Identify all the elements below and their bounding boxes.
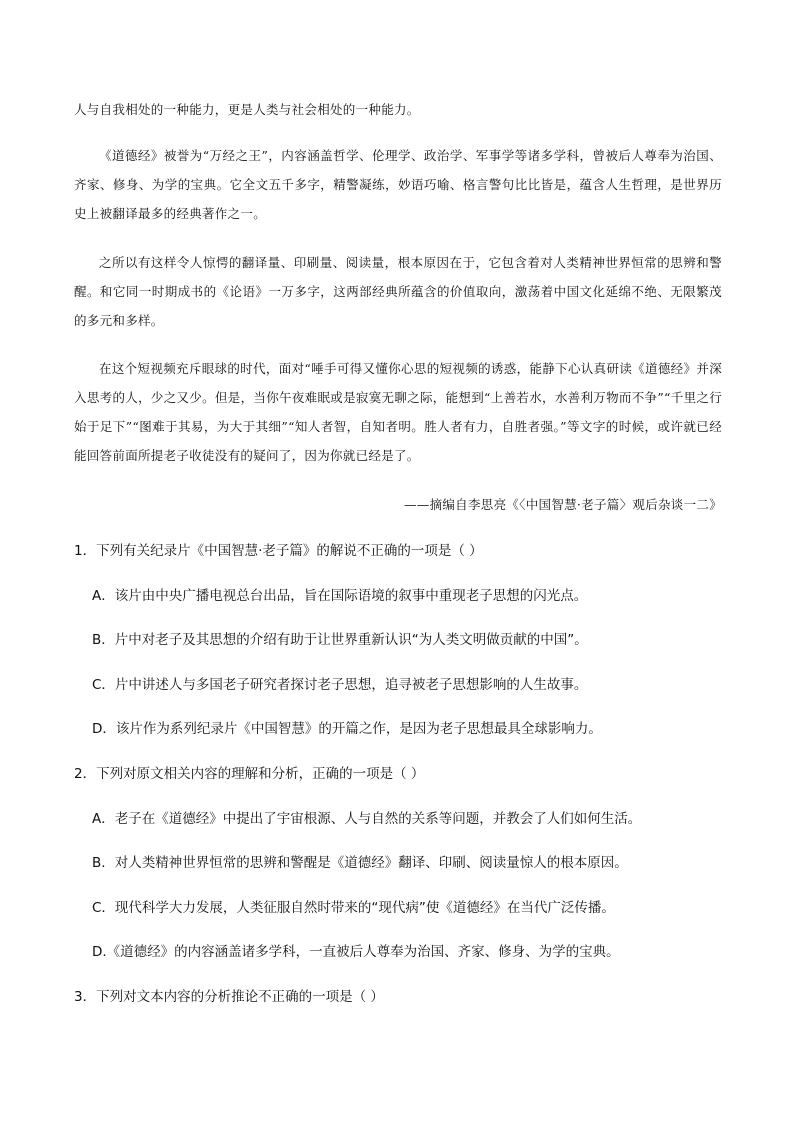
passage-text <box>74 95 722 124</box>
paragraph-short-video-era: 在这个短视频充斥眼球的时代，面对“唾手可得又懂你心思的短视频的诱惑，能静下心认真研读《道德经》并深入思考的人，少之又少。但是，当你午夜难眠或是寂寞无聊之际，能想到“上善若水，水善利万物而不争”“千里之行始于足下”“图难于其易，为大于其细”“知人者智，自知者明。胜人者有力，自胜者强。”等文字的时候，或许就已经能回答前面所提老子收徒没有的疑问了，因为你就已经是了。 <box>74 361 722 463</box>
paragraph-translation-reason: 之所以有这样令人惊愕的翻译量、印刷量、阅读量，根本原因在于，它包含着对人类精神世界恒常的思辨和警醒。和它同一时期成书的《论语》一万多字，这两部经典所蕴含的价值取向，激荡着中国文化延绵不绝、无限繁茂的多元和多样。 <box>74 255 722 328</box>
question-option: B．片中对老子及其思想的介绍有助于让世界重新认识“为人类文明做贡献的中国”。 <box>92 632 588 648</box>
passage-text <box>74 248 722 335</box>
question-stem: 2．下列对原文相关内容的理解和分析，正确的一项是（ ） <box>74 766 425 782</box>
passage-text <box>74 354 722 470</box>
paragraph-daodejing-intro: 《道德经》被誉为“万经之王”，内容涵盖哲学、伦理学、政治学、军事学等诸多学科，曾被后人尊奉为治国、齐家、修身、为学的宝典。它全文五千多字，精警凝练，妙语巧喻、格言警句比比皆是，蕴含人生哲理，是世界历史上被翻译最多的经典著作之一。 <box>74 148 722 221</box>
paragraph-continued: 人与自我相处的一种能力，更是人类与社会相处的一种能力。 <box>74 102 420 117</box>
question-option: A．老子在《道德经》中提出了宇宙根源、人与自然的关系等问题，并教会了人们如何生活。 <box>92 811 642 827</box>
question-option: C．片中讲述人与多国老子研究者探讨老子思想，追寻被老子思想影响的人生故事。 <box>92 677 588 693</box>
question-stem: 1．下列有关纪录片《中国智慧·老子篇》的解说不正确的一项是（ ） <box>74 543 483 559</box>
question-option: D.《道德经》的内容涵盖诸多学科，一直被后人尊奉为治国、齐家、修身、为学的宝典。 <box>92 944 620 960</box>
passage-text <box>74 141 722 228</box>
source-attribution: ——摘编自李思亮《〈中国智慧·老子篇〉观后杂谈一二》 <box>403 497 722 512</box>
question-option: D．该片作为系列纪录片《中国智慧》的开篇之作，是因为老子思想最具全球影响力。 <box>92 721 602 737</box>
question-option: A．该片由中央广播电视总台出品，旨在国际语境的叙事中重现老子思想的闪光点。 <box>92 588 588 604</box>
question-option: B．对人类精神世界恒常的思辨和警醒是《道德经》翻译、印刷、阅读量惊人的根本原因。 <box>92 855 628 871</box>
question-stem: 3．下列对文本内容的分析推论不正确的一项是（ ） <box>74 989 384 1005</box>
question-option: C．现代科学大力发展，人类征服自然时带来的“现代病”使《道德经》在当代广泛传播。 <box>92 900 615 916</box>
